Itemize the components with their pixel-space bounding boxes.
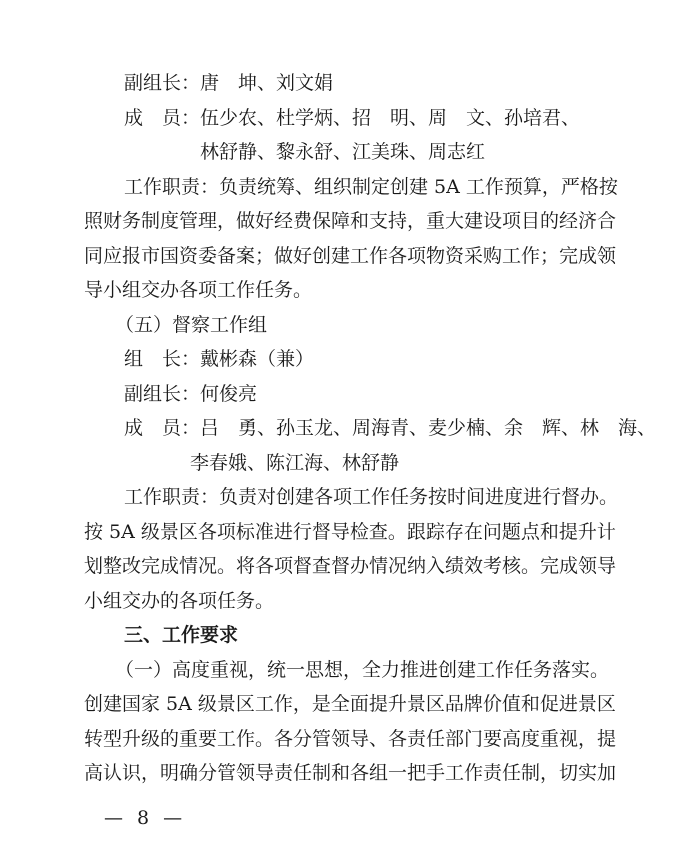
duties-supervision-line-1: 工作职责：负责对创建各项工作任务按时间进度进行督办。: [124, 486, 619, 508]
duties-finance-line-1: 工作职责：负责统筹、组织制定创建 5A 工作预算，严格按: [124, 176, 618, 198]
section-supervision-heading: （五）督察工作组: [115, 314, 268, 336]
duties-finance-line-4: 导小组交办各项工作任务。: [84, 279, 313, 301]
requirement-1-line-4: 高认识，明确分管领导责任制和各组一把手工作责任制，切实加: [84, 762, 617, 784]
page-number: — 8 —: [104, 807, 187, 829]
vice-leader-line-supervision: 副组长：何俊亮: [124, 383, 258, 405]
duties-supervision-line-2: 按 5A 级景区各项标准进行督导检查。跟踪存在问题点和提升计: [84, 521, 616, 543]
section-work-requirements-heading: 三、工作要求: [124, 624, 239, 646]
duties-finance-line-2: 照财务制度管理，做好经费保障和支持，重大建设项目的经济合: [84, 210, 617, 232]
duties-finance-line-3: 同应报市国资委备案；做好创建工作各项物资采购工作；完成领: [84, 245, 617, 267]
duties-supervision-line-3: 划整改完成情况。将各项督查督办情况纳入绩效考核。完成领导: [84, 555, 617, 577]
members-line-finance-2: 林舒静、黎永舒、江美珠、周志红: [200, 141, 486, 163]
members-line-supervision-2: 李春娥、陈江海、林舒静: [190, 452, 400, 474]
members-line-finance-1: 成 员：伍少农、杜学炳、招 明、周 文、孙培君、: [124, 107, 581, 129]
leader-line-supervision: 组 长：戴彬森（兼）: [124, 348, 315, 370]
duties-supervision-line-4: 小组交办的各项任务。: [84, 590, 275, 612]
requirement-1-line-3: 转型升级的重要工作。各分管领导、各责任部门要高度重视，提: [84, 728, 617, 750]
vice-leader-line-finance: 副组长：唐 坤、刘文娟: [124, 72, 334, 94]
requirement-1-line-1: （一）高度重视，统一思想，全力推进创建工作任务落实。: [115, 659, 610, 681]
members-line-supervision-1: 成 员：吕 勇、孙玉龙、周海青、麦少楠、余 辉、林 海、: [124, 417, 657, 439]
requirement-1-line-2: 创建国家 5A 级景区工作，是全面提升景区品牌价值和促进景区: [84, 693, 616, 715]
